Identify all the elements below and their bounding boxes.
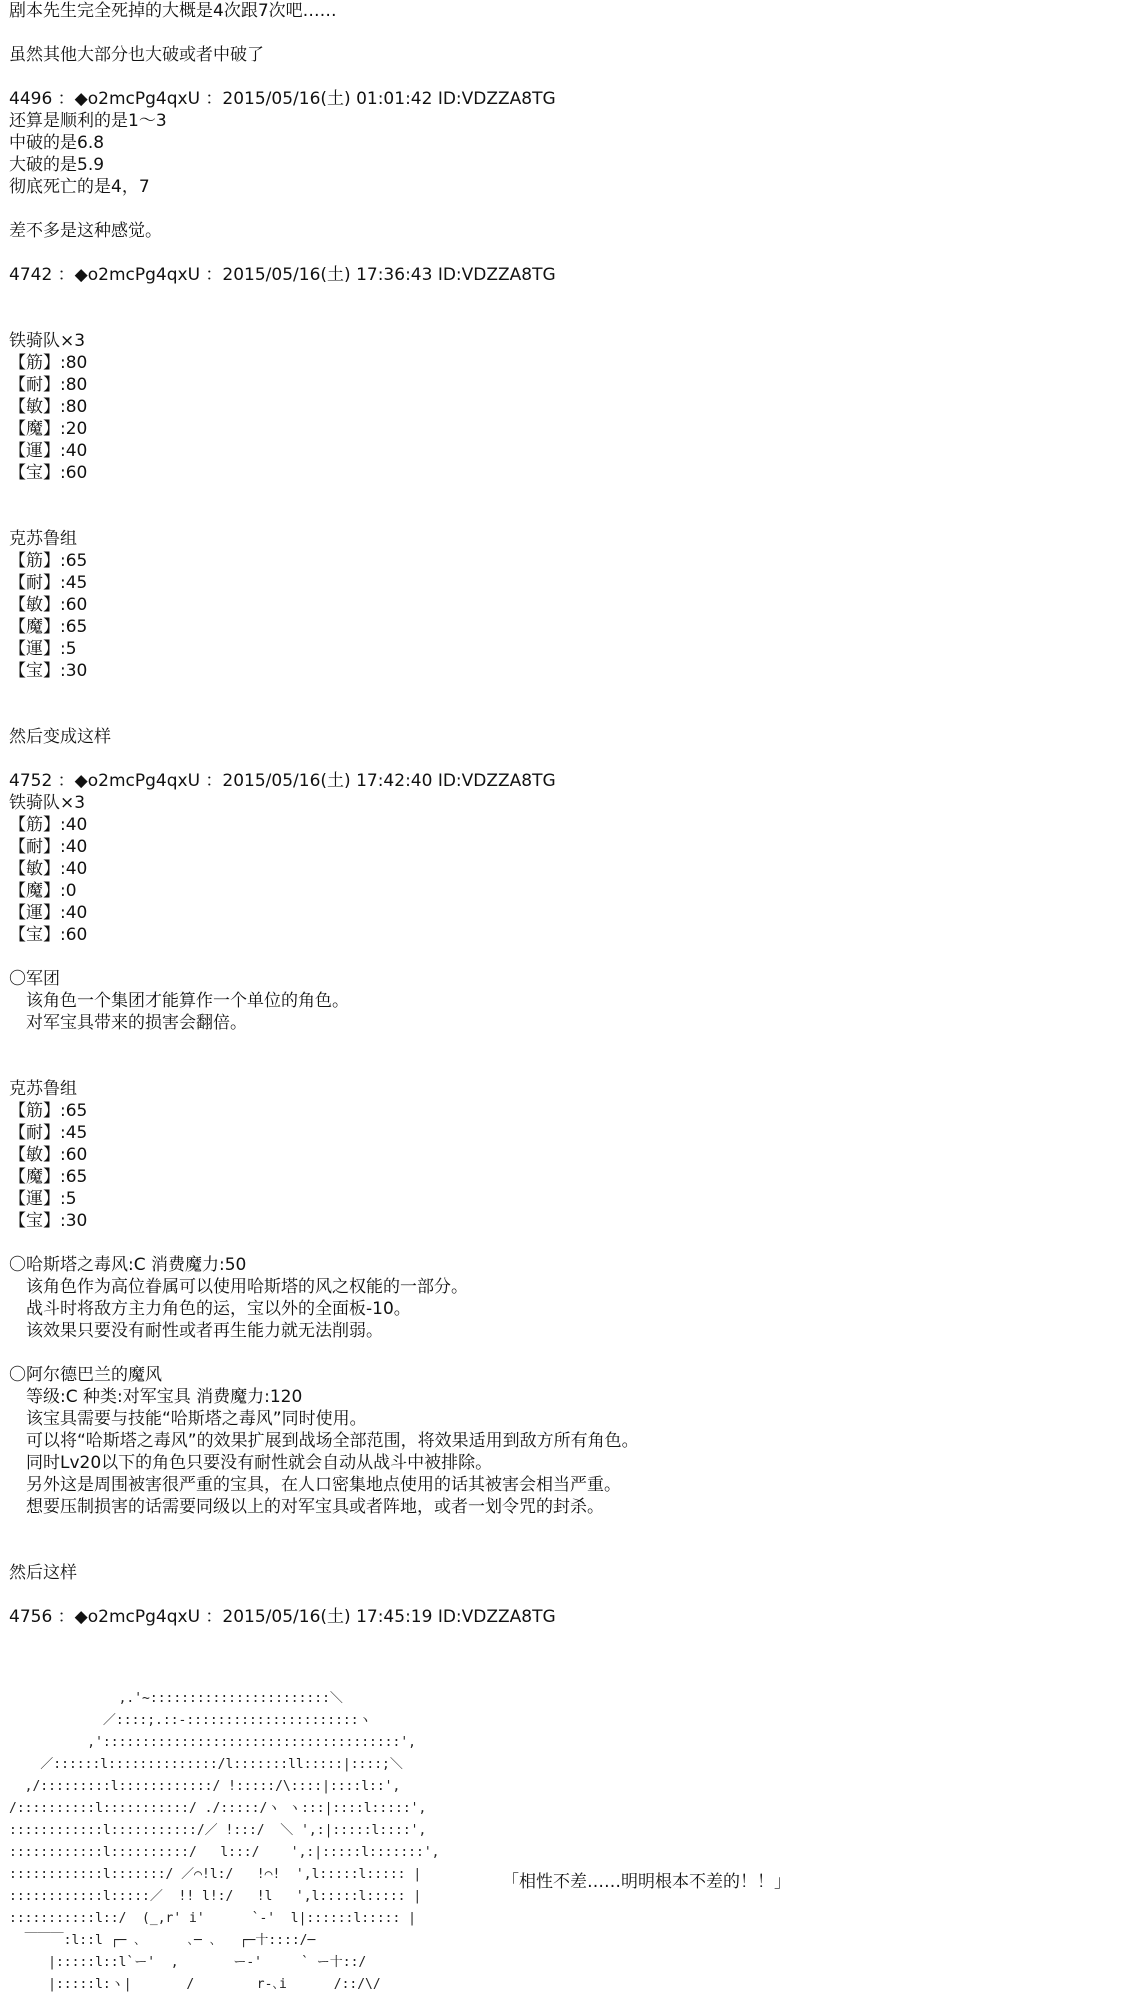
post-header: 4496 ：◆o2mcPg4qxU ：2015/05/16(土) 01:01:42 ID:VDZZA8TG (9, 89, 556, 109)
ascii-art-line: ／::::;.::-::::::::::::::::::::::ヽ (9, 1713, 372, 1728)
post-line: 【運】:40 (9, 903, 88, 923)
post-line: 〇军团 (9, 969, 60, 989)
post-line: 克苏鲁组 (9, 529, 77, 549)
character-quote: 「相性不差……明明根本不差的！！」 (502, 1872, 791, 1892)
post-line: 【魔】:65 (9, 1167, 88, 1187)
post-line: 中破的是6.8 (9, 133, 105, 153)
ascii-art-line: |:::::l::l`ー' , ー-' ` ー十::/ (9, 1955, 367, 1970)
ascii-art-line: ／::::::l::::::::::::::/l:::::::ll:::::|::::;＼ (9, 1757, 403, 1772)
post-line: 对军宝具带来的损害会翻倍。 (9, 1013, 247, 1033)
post-line: 【筋】:65 (9, 551, 88, 571)
blank-lines (9, 1518, 1109, 1562)
post-line: 【魔】:20 (9, 419, 88, 439)
post-line: 想要压制损害的话需要同级以上的对军宝具或者阵地，或者一划令咒的封杀。 (9, 1497, 604, 1517)
blank-line (9, 22, 1109, 44)
post-line: 差不多是这种感觉。 (9, 221, 162, 241)
post-line: 【耐】:40 (9, 837, 88, 857)
post-line: 【宝】:30 (9, 661, 88, 681)
ascii-art (9, 1688, 439, 1996)
post-line: 【宝】:30 (9, 1211, 88, 1231)
post-line: 【筋】:80 (9, 353, 88, 373)
post-line: 同时Lv20以下的角色只要没有耐性就会自动从战斗中被排除。 (9, 1453, 493, 1473)
post-line: 克苏鲁组 (9, 1079, 77, 1099)
post-line: 【魔】:65 (9, 617, 88, 637)
post-line: 【筋】:65 (9, 1101, 88, 1121)
blank-lines (9, 682, 1109, 726)
post-line: 【宝】:60 (9, 925, 88, 945)
post-line: 然后这样 (9, 1563, 77, 1583)
post-line: 该宝具需要与技能“哈斯塔之毒风”同时使用。 (9, 1409, 367, 1429)
ascii-art-line: ::::::::::::l::::::::::/ l:::/ ',:|:::::l:::::::', (9, 1845, 440, 1860)
blank-line (9, 1232, 1109, 1254)
blank-lines (9, 286, 1109, 330)
post-line: 该角色一个集团才能算作一个单位的角色。 (9, 991, 349, 1011)
post-header: 4742 ：◆o2mcPg4qxU ：2015/05/16(土) 17:36:43 ID:VDZZA8TG (9, 265, 556, 285)
post-header: 4756 ：◆o2mcPg4qxU ：2015/05/16(土) 17:45:19 ID:VDZZA8TG (9, 1607, 556, 1627)
post-line: 然后变成这样 (9, 727, 111, 747)
post-line: 虽然其他大部分也大破或者中破了 (9, 45, 264, 65)
post-line: 铁骑队×3 (9, 331, 86, 351)
post-line: 【筋】:40 (9, 815, 88, 835)
blank-line (9, 1584, 1109, 1606)
post-header: 4752 ：◆o2mcPg4qxU ：2015/05/16(土) 17:42:40 ID:VDZZA8TG (9, 771, 556, 791)
post-line: 该效果只要没有耐性或者再生能力就无法削弱。 (9, 1321, 383, 1341)
post-line: 【魔】:0 (9, 881, 77, 901)
post-line: 【敏】:60 (9, 595, 88, 615)
blank-line (9, 66, 1109, 88)
ascii-art-line: /::::::::::l:::::::::::/ ./:::::/ヽ ヽ:::|::::l:::::', (9, 1801, 427, 1816)
post-line: 〇哈斯塔之毒风:C 消费魔力:50 (9, 1255, 247, 1275)
ascii-art-line: ::::::::::::l:::::::/ ／⌒!l:/ !⌒! ',l:::::l::::: | (9, 1867, 422, 1882)
post-line: 【敏】:40 (9, 859, 88, 879)
post-line: 战斗时将敌方主力角色的运，宝以外的全面板-10。 (9, 1299, 411, 1319)
blank-line (9, 242, 1109, 264)
ascii-art-line: :::::::::::l::/ (_,r' i' `-' l|::::::l::::: | (9, 1911, 416, 1926)
post-line: 另外这是周围被害很严重的宝具，在人口密集地点使用的话其被害会相当严重。 (9, 1475, 621, 1495)
post-line: 【運】:5 (9, 1189, 77, 1209)
ascii-art-line: ￣￣￣:l::l ┌─ ､ ､─ ､ ┌─十::::/─ (9, 1933, 316, 1948)
blank-line (9, 1342, 1109, 1364)
post-line: 铁骑队×3 (9, 793, 86, 813)
thread-body (9, 0, 1109, 1628)
post-line: 剧本先生完全死掉的大概是4次跟7次吧…… (9, 1, 337, 21)
post-line: 彻底死亡的是4，7 (9, 177, 150, 197)
post-line: 【敏】:80 (9, 397, 88, 417)
ascii-art-line: ,.'~:::::::::::::::::::::::＼ (9, 1691, 343, 1706)
post-line: 该角色作为高位眷属可以使用哈斯塔的风之权能的一部分。 (9, 1277, 468, 1297)
post-line: 【宝】:60 (9, 463, 88, 483)
ascii-art-line: ,/:::::::::l::::::::::::/ !:::::/\::::|::::l::', (9, 1779, 401, 1794)
blank-line (9, 946, 1109, 968)
post-line: 【耐】:45 (9, 573, 88, 593)
post-line: 〇阿尔德巴兰的魔风 (9, 1365, 162, 1385)
post-line: 【敏】:60 (9, 1145, 88, 1165)
post-line: 等级:C 种类:对军宝具 消费魔力:120 (9, 1387, 303, 1407)
blank-lines (9, 484, 1109, 528)
post-line: 【運】:5 (9, 639, 77, 659)
ascii-art-line: ::::::::::::l:::::／ !! l!:/ !l ',l:::::l::::: | (9, 1889, 422, 1904)
post-line: 【耐】:45 (9, 1123, 88, 1143)
post-line: 大破的是5.9 (9, 155, 105, 175)
blank-lines (9, 1034, 1109, 1078)
ascii-art-line: ::::::::::::l:::::::::::/／ !:::/ ＼ ',:|:::::l::::', (9, 1823, 427, 1838)
blank-line (9, 198, 1109, 220)
post-line: 【耐】:80 (9, 375, 88, 395)
ascii-art-line: |:::::l:ヽ| / r‐､i /::/\/ (9, 1977, 381, 1992)
blank-line (9, 748, 1109, 770)
ascii-art-line: ,'::::::::::::::::::::::::::::::::::::::', (9, 1735, 416, 1750)
post-line: 还算是顺利的是1～3 (9, 111, 167, 131)
post-line: 可以将“哈斯塔之毒风”的效果扩展到战场全部范围，将效果适用到敌方所有角色。 (9, 1431, 639, 1451)
post-line: 【運】:40 (9, 441, 88, 461)
